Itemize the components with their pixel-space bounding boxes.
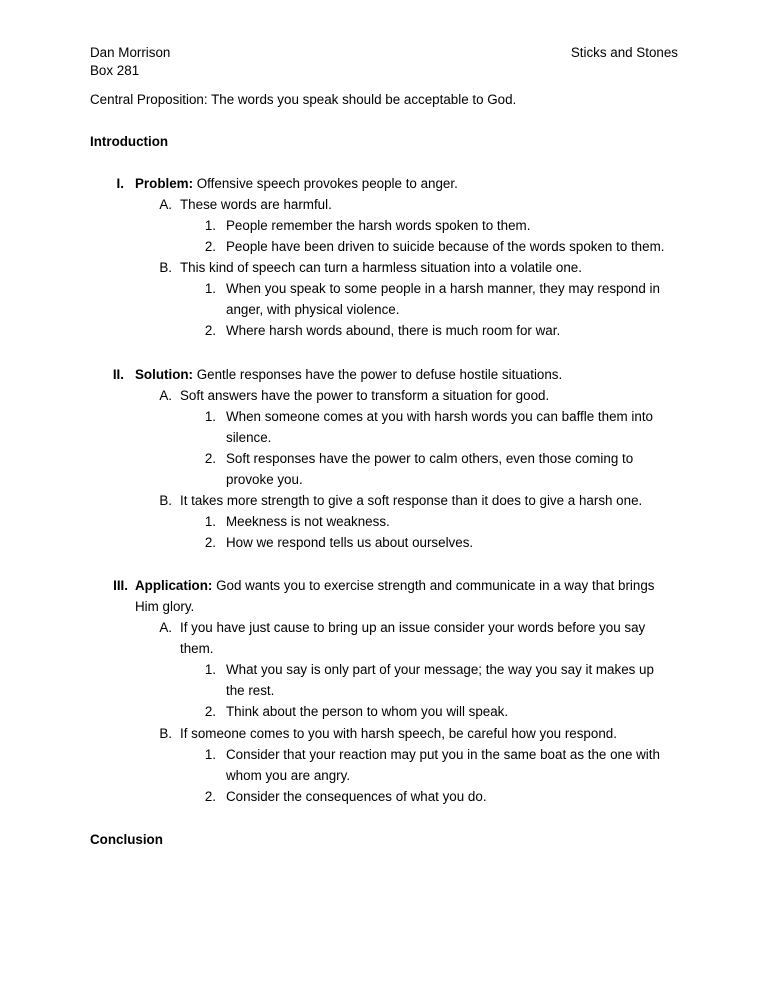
central-proposition: Central Proposition: The words you speak should be acceptable to God. (90, 92, 517, 107)
section-heading (135, 364, 562, 385)
point-letter: B. (159, 726, 172, 741)
subpoint-text: Where harsh words abound, there is much room for war. (226, 323, 561, 338)
subpoint-text-continued: anger, with physical violence. (226, 302, 400, 317)
section-numeral: II. (112, 367, 124, 382)
subpoint-text: Soft responses have the power to calm others, even those coming to (226, 451, 634, 466)
section-numeral: III. (113, 578, 128, 593)
subpoint-number: 2. (204, 535, 216, 550)
section-heading (135, 575, 655, 596)
subpoint-text: People remember the harsh words spoken to them. (226, 218, 531, 233)
subpoint-text-continued: whom you are angry. (226, 768, 351, 783)
point-text: If someone comes to you with harsh speech, be careful how you respond. (180, 726, 617, 741)
point-text: This kind of speech can turn a harmless situation into a volatile one. (180, 260, 582, 275)
subpoint-text-continued: provoke you. (226, 472, 303, 487)
introduction-heading: Introduction (90, 134, 169, 149)
point-text: It takes more strength to give a soft response than it does to give a harsh one. (180, 493, 643, 508)
point-text: If you have just cause to bring up an issue consider your words before you say (180, 620, 646, 635)
section-text: Offensive speech provokes people to anger. (193, 176, 458, 191)
point-letter: A. (159, 620, 172, 635)
section-label: Solution: (135, 367, 194, 382)
subpoint-text: How we respond tells us about ourselves. (226, 535, 474, 550)
section-label: Problem: (135, 176, 194, 191)
point-letter: B. (159, 260, 172, 275)
subpoint-text-continued: the rest. (226, 683, 275, 698)
section-text-continued: Him glory. (135, 599, 195, 614)
subpoint-number: 1. (204, 281, 216, 296)
document-title: Sticks and Stones (570, 45, 678, 60)
subpoint-number: 2. (204, 239, 216, 254)
section-label: Application: (135, 578, 213, 593)
subpoint-text: When someone comes at you with harsh words you can baffle them into (226, 409, 653, 424)
subpoint-number: 1. (204, 514, 216, 529)
subpoint-number: 1. (204, 409, 216, 424)
subpoint-text-continued: silence. (226, 430, 272, 445)
subpoint-number: 2. (204, 789, 216, 804)
section-numeral: I. (116, 176, 124, 191)
subpoint-number: 2. (204, 451, 216, 466)
subpoint-number: 1. (204, 662, 216, 677)
box-number: Box 281 (90, 63, 140, 78)
subpoint-text: People have been driven to suicide because of the words spoken to them. (226, 239, 665, 254)
conclusion-heading: Conclusion (90, 832, 163, 847)
point-letter: B. (159, 493, 172, 508)
subpoint-text: What you say is only part of your message; the way you say it makes up (226, 662, 654, 677)
point-text: Soft answers have the power to transform a situation for good. (180, 388, 550, 403)
subpoint-number: 1. (204, 218, 216, 233)
point-text: These words are harmful. (180, 197, 332, 212)
section-text: God wants you to exercise strength and communicate in a way that brings (212, 578, 655, 593)
point-letter: A. (159, 197, 172, 212)
author-name: Dan Morrison (90, 45, 171, 60)
point-letter: A. (159, 388, 172, 403)
section-heading (135, 173, 458, 194)
subpoint-text: Consider that your reaction may put you in the same boat as the one with (226, 747, 660, 762)
subpoint-number: 2. (204, 323, 216, 338)
subpoint-number: 2. (204, 704, 216, 719)
subpoint-text: Consider the consequences of what you do. (226, 789, 487, 804)
subpoint-number: 1. (204, 747, 216, 762)
subpoint-text: Meekness is not weakness. (226, 514, 390, 529)
section-text: Gentle responses have the power to defuse hostile situations. (193, 367, 563, 382)
subpoint-text: Think about the person to whom you will speak. (226, 704, 509, 719)
point-text-continued: them. (180, 641, 214, 656)
subpoint-text: When you speak to some people in a harsh manner, they may respond in (226, 281, 660, 296)
